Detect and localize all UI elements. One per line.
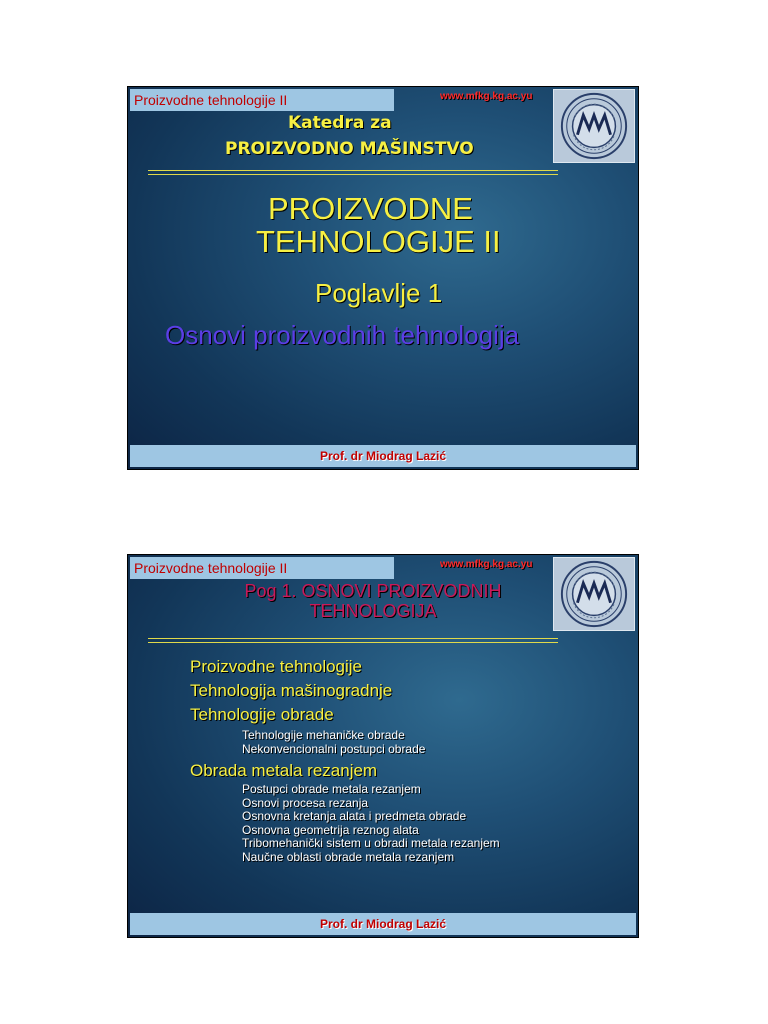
department-line-1: Katedra za [288, 113, 392, 133]
slide-title [256, 191, 501, 259]
divider [148, 174, 558, 175]
website-url: www.mfkg.kg.ac.yu [440, 559, 533, 570]
author-footer [130, 445, 636, 467]
slide-title [128, 581, 618, 621]
list-item: Obrada metala rezanjem [190, 761, 378, 780]
divider [148, 642, 558, 643]
author-name: Prof. dr Miodrag Lazić [319, 917, 446, 931]
list-item: Tehnologija mašinogradnje [190, 681, 393, 700]
slide-2 [127, 554, 639, 938]
sub-list-item: Naučne oblasti obrade metala rezanjem [242, 849, 455, 864]
slide-1 [127, 86, 639, 470]
sub-list-item: Osnovna kretanja alata i predmeta obrade [242, 809, 467, 823]
divider [148, 638, 558, 639]
university-seal-icon [553, 89, 635, 163]
author-name: Prof. dr Miodrag Lazić [319, 449, 446, 463]
topic-list [190, 655, 500, 864]
list-item: Proizvodne tehnologije [190, 657, 363, 676]
divider [148, 170, 558, 171]
title-line-2: TEHNOLOGIJA [309, 601, 437, 621]
sub-list-item: Nekonvencionalni postupci obrade [242, 741, 426, 756]
title-line-2: TEHNOLOGIJE II [256, 223, 501, 259]
title-line-1: Pog 1. OSNOVI PROIZVODNIH [244, 581, 502, 601]
chapter-subtitle: Osnovi proizvodnih tehnologija [165, 320, 520, 350]
website-url: www.mfkg.kg.ac.yu [440, 91, 533, 102]
sub-list-item: Osnovna geometrija reznog alata [242, 822, 419, 837]
course-name: Proizvodne tehnologije II [130, 89, 394, 111]
title-line-1: PROIZVODNE [268, 191, 473, 226]
sub-list-item: Postupci obrade metala rezanjem [242, 782, 421, 796]
sub-list-item: Osnovi procesa rezanja [242, 795, 369, 810]
sub-list-item: Tehnologije mehaničke obrade [242, 728, 405, 742]
sub-list-item: Tribomehanički sistem u obradi metala rezanjem [242, 836, 500, 850]
chapter-label: Poglavlje 1 [315, 278, 443, 308]
author-footer [130, 913, 636, 935]
list-item: Tehnologije obrade [190, 705, 334, 724]
course-name: Proizvodne tehnologije II [130, 557, 394, 579]
department-line-2: PROIZVODNO MAŠINSTVO [225, 139, 474, 159]
